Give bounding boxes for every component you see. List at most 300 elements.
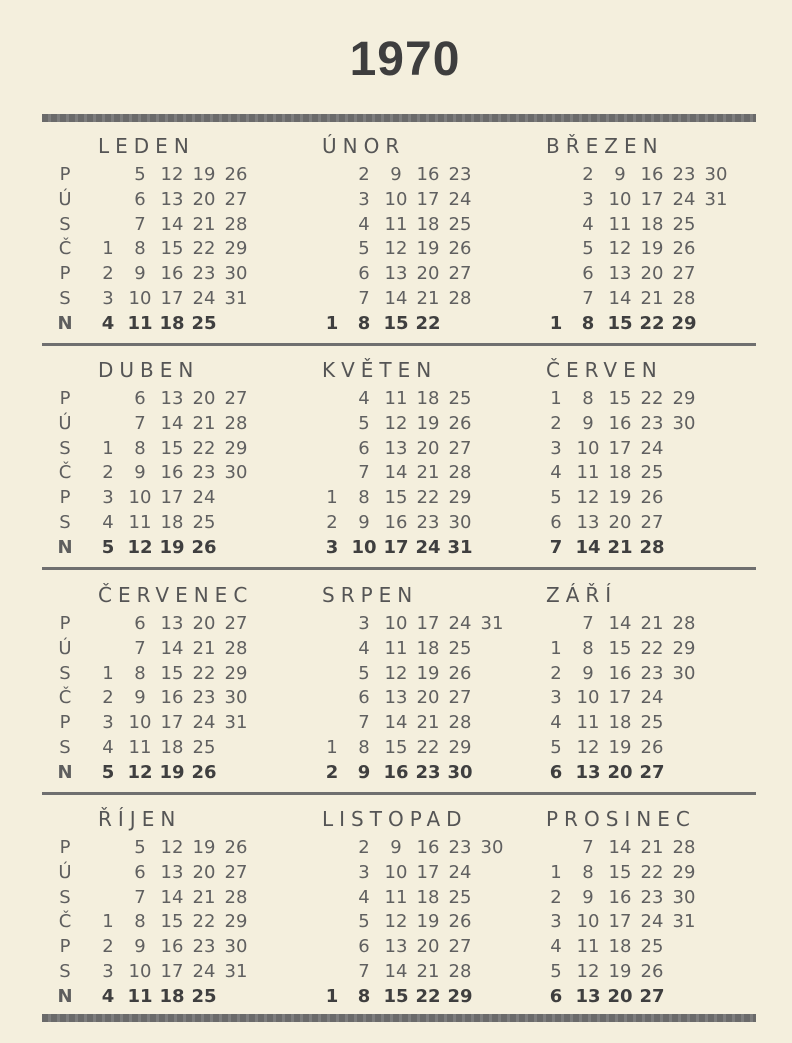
day-number: 4 (358, 886, 370, 908)
day-number: 1 (550, 637, 562, 659)
day-number: 29 (224, 911, 248, 933)
day-number: 21 (192, 637, 216, 659)
day-number: 24 (192, 712, 216, 734)
day-number: 7 (358, 961, 370, 982)
weekday-row (546, 237, 776, 262)
day-number: 22 (640, 861, 664, 883)
day-number: 1 (326, 487, 338, 509)
weekday-row (98, 312, 328, 337)
weekday-row (546, 188, 776, 213)
day-number: 23 (416, 512, 440, 533)
day-number: 17 (160, 487, 184, 509)
day-number: 12 (608, 238, 632, 260)
day-number: 17 (416, 188, 440, 210)
day-number: 15 (160, 238, 184, 260)
day-number: 29 (224, 437, 248, 459)
day-number: 3 (325, 536, 339, 558)
day-number: 5 (358, 412, 370, 434)
day-number: 26 (640, 961, 664, 982)
day-number: 9 (358, 512, 370, 533)
weekday-row (546, 437, 776, 462)
month-name: LISTOPAD (322, 807, 468, 831)
day-number: 17 (416, 613, 440, 634)
weekday-row (322, 213, 552, 238)
day-number: 25 (192, 737, 216, 758)
day-number: 19 (192, 837, 216, 858)
day-number: 29 (672, 388, 696, 409)
day-number: 30 (672, 662, 696, 684)
weekday-row (546, 711, 776, 736)
day-number: 14 (384, 712, 408, 734)
day-number: 17 (416, 861, 440, 883)
day-number: 24 (640, 437, 664, 459)
day-number: 3 (102, 712, 114, 734)
weekday-label: N (57, 536, 73, 558)
day-number: 11 (127, 312, 153, 334)
month-name: ŘÍJEN (98, 807, 182, 831)
day-number: 5 (101, 536, 115, 558)
day-number: 28 (224, 412, 248, 434)
day-number: 14 (384, 288, 408, 309)
day-number: 3 (102, 961, 114, 982)
weekday-row (98, 262, 328, 287)
day-number: 23 (672, 164, 696, 185)
weekday-row (322, 886, 552, 911)
day-number: 30 (480, 837, 504, 858)
weekday-row (546, 761, 776, 786)
day-number: 25 (448, 388, 472, 409)
day-number: 11 (384, 637, 408, 659)
day-number: 1 (325, 312, 339, 334)
weekday-row (98, 637, 328, 662)
day-number: 7 (134, 886, 146, 908)
day-number: 13 (576, 512, 600, 533)
day-number: 2 (358, 837, 370, 858)
weekday-row (546, 287, 776, 312)
day-number: 10 (576, 687, 600, 709)
weekday-row (546, 662, 776, 687)
weekday-label: N (57, 985, 73, 1007)
day-number: 18 (160, 737, 184, 758)
day-number: 16 (608, 662, 632, 684)
weekday-label: S (59, 886, 71, 908)
weekday-row (546, 985, 776, 1010)
day-number: 3 (358, 613, 370, 634)
day-number: 4 (102, 512, 114, 533)
day-number: 30 (672, 412, 696, 434)
day-number: 7 (549, 536, 563, 558)
day-number: 23 (640, 886, 664, 908)
day-number: 27 (639, 985, 665, 1007)
day-number: 31 (672, 911, 696, 933)
day-number: 5 (550, 737, 562, 758)
day-number: 12 (384, 911, 408, 933)
day-number: 26 (640, 737, 664, 758)
weekday-label: Č (58, 911, 72, 933)
day-number: 16 (384, 512, 408, 533)
day-number: 25 (640, 462, 664, 484)
day-number: 30 (704, 164, 728, 185)
day-number: 28 (448, 712, 472, 734)
day-number: 28 (448, 462, 472, 484)
day-number: 27 (448, 687, 472, 709)
weekday-row (546, 910, 776, 935)
weekday-row (546, 736, 776, 761)
weekday-row (98, 960, 328, 985)
day-number: 3 (582, 188, 594, 210)
day-number: 30 (224, 462, 248, 484)
day-number: 15 (608, 637, 632, 659)
weekday-row (322, 662, 552, 687)
day-number: 9 (582, 412, 594, 434)
day-number: 6 (134, 613, 146, 634)
day-number: 25 (640, 712, 664, 734)
day-number: 10 (128, 288, 152, 309)
day-number: 21 (640, 288, 664, 309)
day-number: 10 (128, 961, 152, 982)
day-number: 6 (549, 761, 563, 783)
day-number: 27 (448, 437, 472, 459)
day-number: 23 (640, 662, 664, 684)
day-number: 18 (608, 936, 632, 958)
day-number: 31 (480, 613, 504, 634)
day-number: 28 (448, 288, 472, 309)
weekday-row (322, 761, 552, 786)
day-number: 12 (384, 238, 408, 260)
day-number: 1 (102, 662, 114, 684)
weekday-label: P (59, 712, 71, 734)
day-number: 15 (160, 437, 184, 459)
month-name: ZÁŘÍ (546, 583, 618, 607)
weekday-row (98, 461, 328, 486)
weekday-row (322, 861, 552, 886)
weekday-row (546, 861, 776, 886)
day-number: 16 (416, 164, 440, 185)
day-number: 10 (384, 613, 408, 634)
day-number: 4 (101, 985, 115, 1007)
weekday-row (98, 511, 328, 536)
day-number: 21 (416, 288, 440, 309)
day-number: 1 (326, 737, 338, 758)
day-number: 9 (357, 761, 371, 783)
day-number: 16 (383, 761, 409, 783)
day-number: 9 (614, 164, 626, 185)
day-number: 20 (607, 761, 633, 783)
day-number: 18 (608, 712, 632, 734)
day-number: 1 (325, 985, 339, 1007)
day-number: 16 (160, 687, 184, 709)
day-number: 23 (192, 687, 216, 709)
day-number: 16 (416, 837, 440, 858)
day-number: 13 (575, 985, 601, 1007)
day-number: 4 (550, 936, 562, 958)
weekday-row (98, 686, 328, 711)
day-number: 19 (416, 412, 440, 434)
weekday-label: Č (58, 238, 72, 260)
day-number: 19 (608, 487, 632, 509)
weekday-row (322, 486, 552, 511)
month-name: ČERVENEC (98, 583, 254, 607)
day-number: 5 (550, 487, 562, 509)
weekday-row (322, 312, 552, 337)
day-number: 9 (134, 263, 146, 285)
weekday-row (98, 662, 328, 687)
day-number: 21 (192, 213, 216, 235)
day-number: 28 (448, 961, 472, 982)
day-number: 8 (581, 312, 595, 334)
day-number: 26 (448, 412, 472, 434)
day-number: 22 (192, 238, 216, 260)
weekday-label: P (59, 613, 71, 634)
weekday-row (322, 287, 552, 312)
day-number: 22 (640, 388, 664, 409)
day-number: 22 (415, 312, 441, 334)
day-number: 6 (582, 263, 594, 285)
weekday-row (546, 213, 776, 238)
day-number: 17 (160, 712, 184, 734)
day-number: 19 (416, 662, 440, 684)
day-number: 20 (192, 613, 216, 634)
day-number: 15 (383, 312, 409, 334)
day-number: 1 (102, 238, 114, 260)
day-number: 20 (607, 985, 633, 1007)
quarter-row (0, 801, 792, 1021)
day-number: 13 (384, 437, 408, 459)
day-number: 20 (416, 687, 440, 709)
day-number: 2 (582, 164, 594, 185)
day-number: 30 (224, 263, 248, 285)
day-number: 19 (159, 536, 185, 558)
day-number: 15 (607, 312, 633, 334)
weekday-label: P (59, 164, 71, 185)
weekday-row (322, 387, 552, 412)
day-number: 23 (640, 412, 664, 434)
weekday-row (98, 437, 328, 462)
day-number: 8 (357, 312, 371, 334)
day-number: 2 (550, 662, 562, 684)
day-number: 25 (192, 512, 216, 533)
day-number: 29 (224, 662, 248, 684)
day-number: 23 (192, 936, 216, 958)
weekday-row (546, 486, 776, 511)
weekday-label: P (59, 388, 71, 409)
day-number: 25 (672, 213, 696, 235)
day-number: 26 (448, 662, 472, 684)
day-number: 28 (672, 837, 696, 858)
weekday-row (322, 511, 552, 536)
weekday-row (322, 686, 552, 711)
day-number: 20 (192, 861, 216, 883)
day-number: 12 (127, 536, 153, 558)
day-number: 12 (160, 837, 184, 858)
day-number: 24 (448, 188, 472, 210)
day-number: 17 (383, 536, 409, 558)
weekday-label: P (59, 936, 71, 958)
day-number: 3 (550, 687, 562, 709)
weekday-label: S (59, 213, 71, 235)
day-number: 12 (576, 961, 600, 982)
day-number: 18 (640, 213, 664, 235)
day-number: 14 (160, 412, 184, 434)
day-number: 18 (416, 637, 440, 659)
weekday-row (546, 935, 776, 960)
weekday-row (98, 188, 328, 213)
weekday-label: Č (58, 462, 72, 484)
day-number: 27 (224, 613, 248, 634)
weekday-row (322, 461, 552, 486)
day-number: 2 (102, 936, 114, 958)
day-number: 8 (358, 487, 370, 509)
day-number: 9 (390, 837, 402, 858)
day-number: 15 (608, 861, 632, 883)
day-number: 30 (224, 687, 248, 709)
day-number: 27 (672, 263, 696, 285)
day-number: 6 (358, 263, 370, 285)
weekday-row (322, 736, 552, 761)
day-number: 13 (384, 687, 408, 709)
weekday-row (322, 836, 552, 861)
day-number: 2 (102, 687, 114, 709)
day-number: 14 (160, 213, 184, 235)
day-number: 14 (384, 462, 408, 484)
day-number: 22 (415, 985, 441, 1007)
day-number: 13 (384, 263, 408, 285)
weekday-label: Ú (58, 861, 72, 883)
weekday-label: N (57, 761, 73, 783)
day-number: 23 (192, 263, 216, 285)
day-number: 26 (640, 487, 664, 509)
weekday-row (546, 312, 776, 337)
day-number: 11 (576, 712, 600, 734)
weekday-row (546, 886, 776, 911)
day-number: 28 (672, 613, 696, 634)
day-number: 14 (608, 837, 632, 858)
day-number: 20 (608, 512, 632, 533)
month-name: BŘEZEN (546, 134, 664, 158)
day-number: 16 (160, 462, 184, 484)
weekday-row (546, 960, 776, 985)
day-number: 27 (448, 936, 472, 958)
day-number: 22 (192, 911, 216, 933)
day-number: 19 (640, 238, 664, 260)
month-name: KVĚTEN (322, 358, 438, 382)
day-number: 10 (384, 188, 408, 210)
day-number: 27 (448, 263, 472, 285)
weekday-row (546, 637, 776, 662)
day-number: 20 (192, 388, 216, 409)
top-divider (42, 114, 756, 122)
day-number: 2 (358, 164, 370, 185)
day-number: 6 (550, 512, 562, 533)
weekday-row (322, 237, 552, 262)
day-number: 16 (640, 164, 664, 185)
day-number: 26 (191, 536, 217, 558)
weekday-label: P (59, 837, 71, 858)
day-number: 10 (608, 188, 632, 210)
day-number: 5 (358, 662, 370, 684)
day-number: 25 (191, 312, 217, 334)
weekday-label: S (59, 437, 71, 459)
weekday-label: Ú (58, 412, 72, 434)
day-number: 23 (448, 837, 472, 858)
day-number: 14 (575, 536, 601, 558)
day-number: 18 (160, 512, 184, 533)
day-number: 5 (134, 837, 146, 858)
day-number: 10 (576, 911, 600, 933)
day-number: 7 (358, 712, 370, 734)
day-number: 13 (575, 761, 601, 783)
day-number: 30 (448, 512, 472, 533)
weekday-label: S (59, 961, 71, 982)
day-number: 2 (550, 412, 562, 434)
month-name: ÚNOR (322, 134, 406, 158)
month-name: SRPEN (322, 583, 419, 607)
day-number: 24 (640, 911, 664, 933)
day-number: 1 (102, 911, 114, 933)
day-number: 7 (134, 213, 146, 235)
weekday-row (546, 536, 776, 561)
day-number: 27 (224, 188, 248, 210)
day-number: 7 (134, 637, 146, 659)
day-number: 7 (134, 412, 146, 434)
day-number: 20 (640, 263, 664, 285)
day-number: 12 (160, 164, 184, 185)
weekday-row (322, 437, 552, 462)
day-number: 8 (358, 737, 370, 758)
weekday-row (546, 686, 776, 711)
weekday-label: Č (58, 687, 72, 709)
day-number: 17 (160, 288, 184, 309)
day-number: 24 (640, 687, 664, 709)
weekday-row (322, 935, 552, 960)
day-number: 4 (358, 637, 370, 659)
quarter-row (0, 577, 792, 797)
day-number: 21 (640, 613, 664, 634)
day-number: 21 (192, 412, 216, 434)
weekday-label: N (57, 312, 73, 334)
weekday-row (98, 287, 328, 312)
day-number: 6 (358, 437, 370, 459)
weekday-label: S (59, 288, 71, 309)
day-number: 4 (358, 213, 370, 235)
weekday-label: Ú (58, 188, 72, 210)
day-number: 7 (358, 288, 370, 309)
day-number: 16 (160, 936, 184, 958)
day-number: 28 (672, 288, 696, 309)
weekday-label: S (59, 512, 71, 533)
day-number: 1 (549, 312, 563, 334)
day-number: 5 (358, 911, 370, 933)
day-number: 29 (448, 737, 472, 758)
weekday-row (322, 960, 552, 985)
day-number: 19 (416, 911, 440, 933)
day-number: 30 (447, 761, 473, 783)
day-number: 18 (416, 388, 440, 409)
day-number: 17 (608, 687, 632, 709)
weekday-row (98, 387, 328, 412)
day-number: 4 (550, 462, 562, 484)
day-number: 18 (416, 886, 440, 908)
day-number: 27 (224, 388, 248, 409)
day-number: 9 (390, 164, 402, 185)
weekday-row (546, 163, 776, 188)
day-number: 14 (160, 637, 184, 659)
day-number: 15 (160, 911, 184, 933)
day-number: 23 (448, 164, 472, 185)
day-number: 12 (384, 662, 408, 684)
day-number: 7 (582, 837, 594, 858)
day-number: 1 (550, 388, 562, 409)
